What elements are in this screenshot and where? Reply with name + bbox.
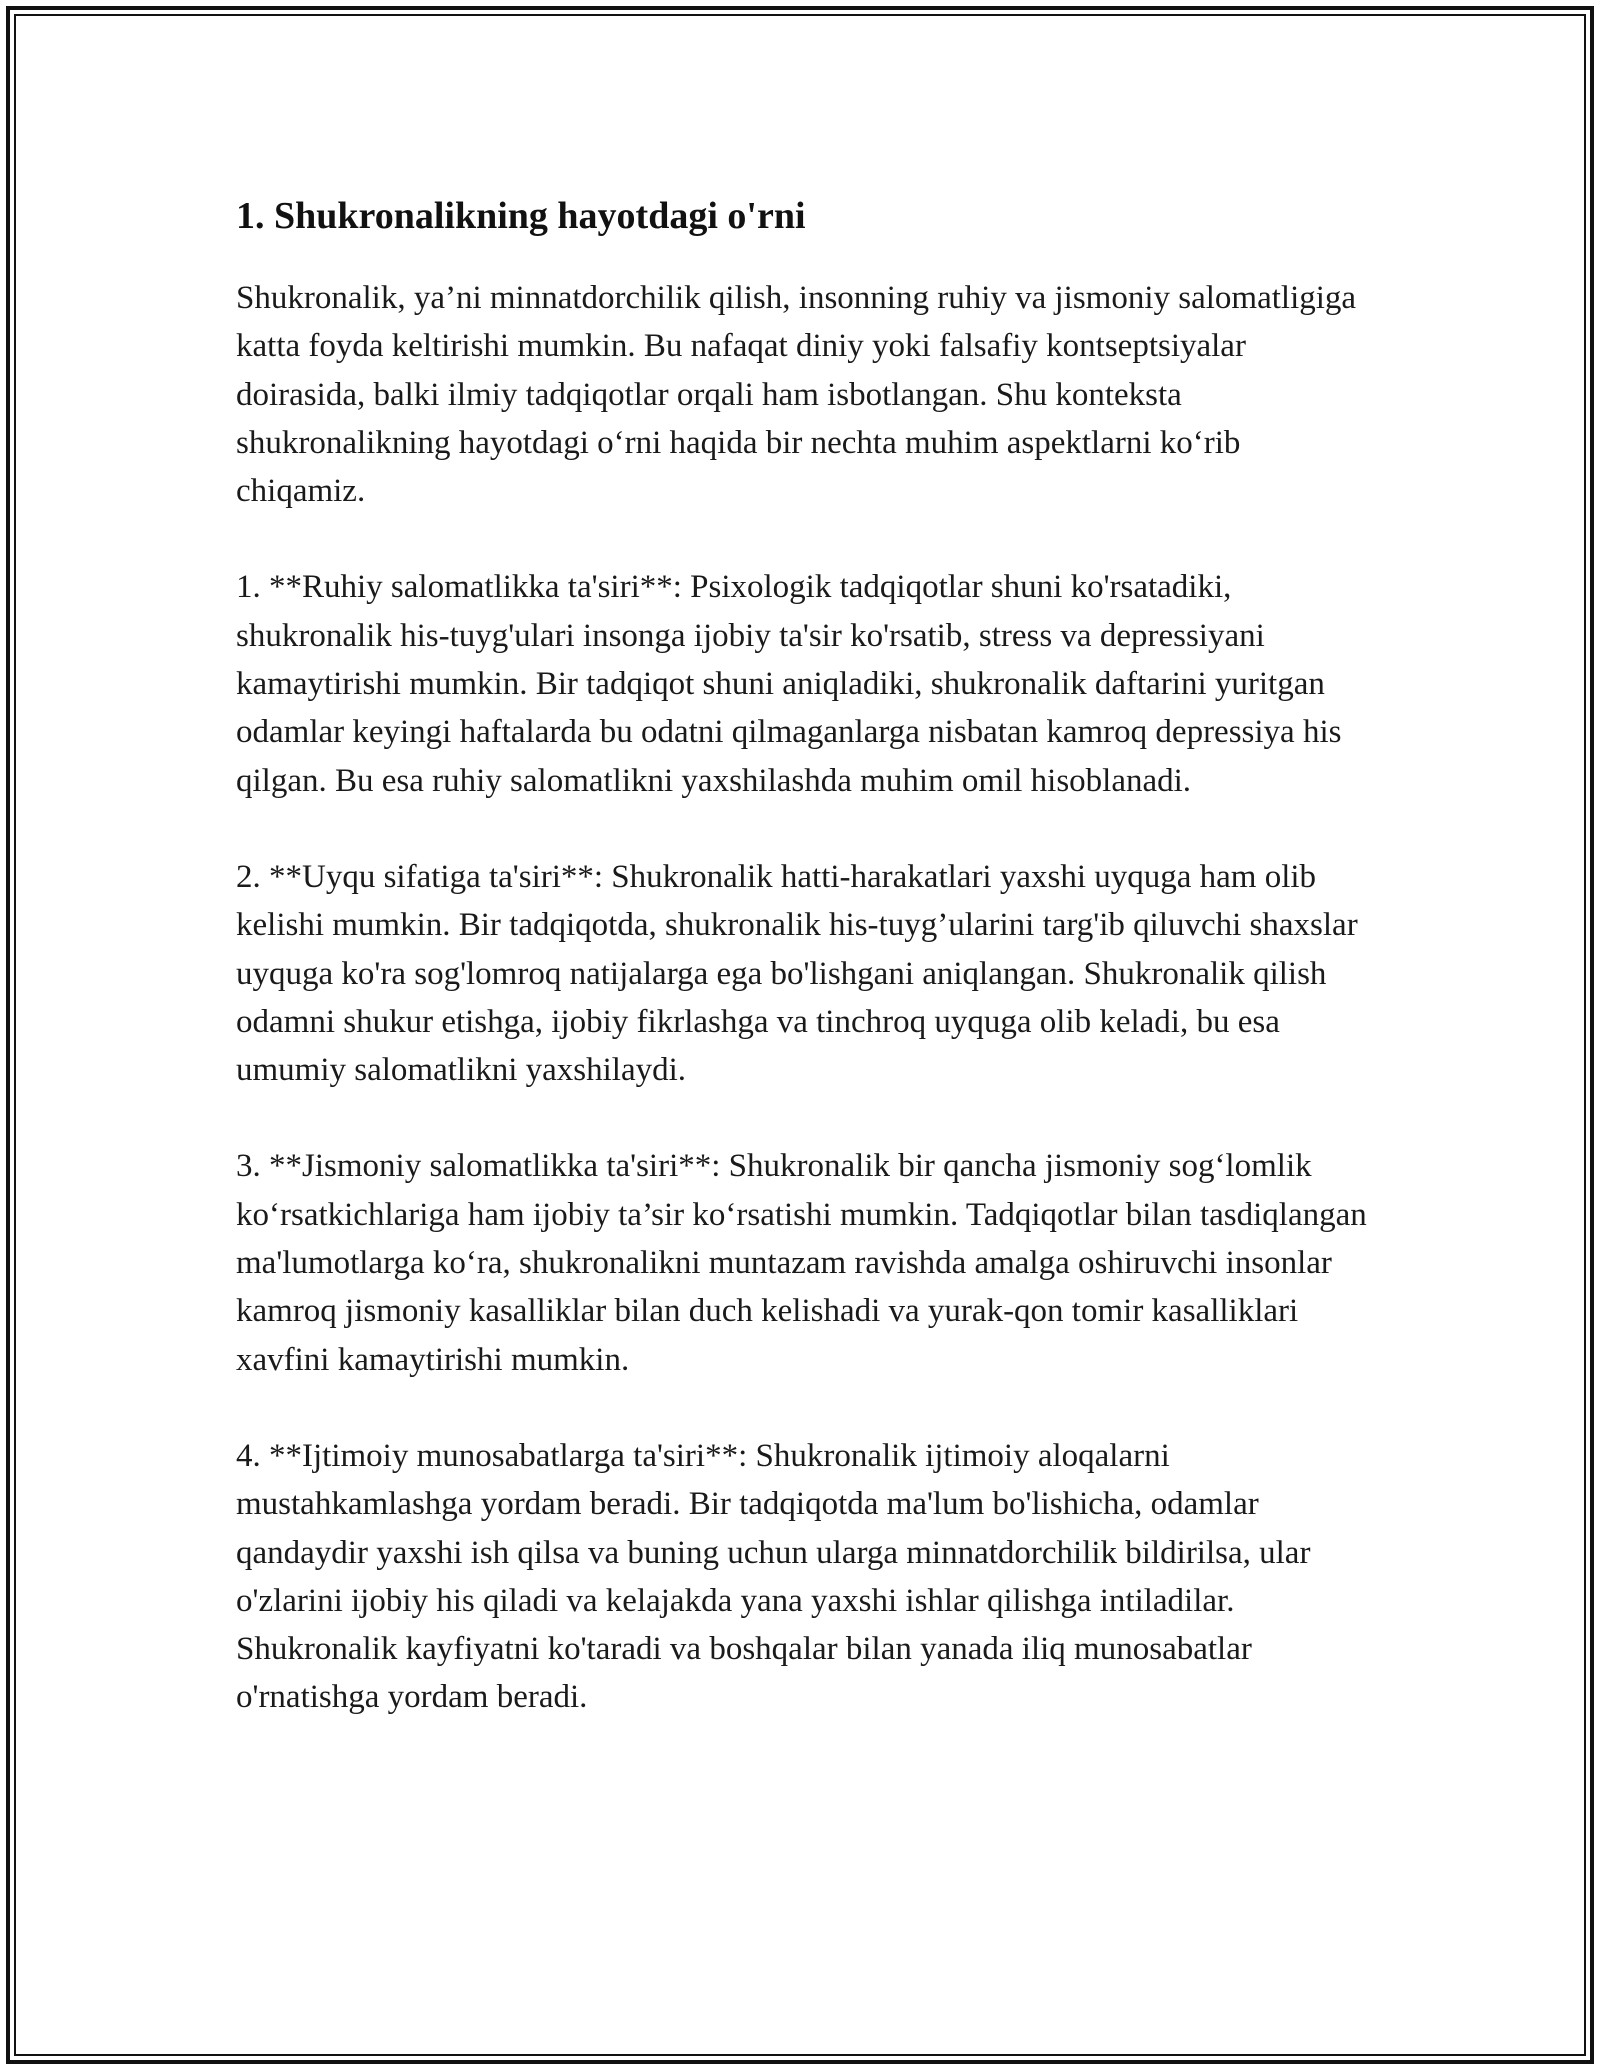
paragraph-social-relations: 4. **Ijtimoiy munosabatlarga ta'siri**: Shukronalik ijtimoiy aloqalarni mustahkamlashga yordam beradi. Bir tadqiqotda ma'lum bo'lishicha, odamlar qandaydir yaxshi ish qilsa va buning uchun ularga minnatdorchilik bildirilsa, ular o'zlarini ijobiy his qiladi va kelajakda yana yaxshi ishlar qilishga intiladilar. Shukronalik kayfiyatni ko'taradi va boshqalar bilan yanada iliq munosabatlar o'rnatishga yordam beradi. bbox=[236, 1437, 1311, 1716]
section-title: 1. Shukronalikning hayotdagi o'rni bbox=[236, 195, 806, 237]
intro-paragraph: Shukronalik, ya’ni minnatdorchilik qilish, insonning ruhiy va jismoniy salomatligiga katta foyda keltirishi mumkin. Bu nafaqat diniy yoki falsafiy kontseptsiyalar doirasida, balki ilmiy tadqiqotlar orqali ham isbotlangan. Shu konteksta shukronalikning hayotdagi o‘rni haqida bir nechta muhim aspektlarni ko‘rib chiqamiz. bbox=[236, 280, 1357, 510]
paragraph-sleep-quality: 2. **Uyqu sifatiga ta'siri**: Shukronalik hatti-harakatlari yaxshi uyquga ham olib kelishi mumkin. Bir tadqiqotda, shukronalik his-tuyg’ularini targ'ib qiluvchi shaxslar uyquga ko'ra sog'lomroq natijalarga ega bo'lishgani aniqlangan. Shukronalik qilish odamni shukur etishga, ijobiy fikrlashga va tinchroq uyquga olib keladi, bu esa umumiy salomatlikni yaxshilaydi. bbox=[236, 858, 1358, 1089]
paragraph-mental-health: 1. **Ruhiy salomatlikka ta'siri**: Psixologik tadqiqotlar shuni ko'rsatadiki, shukronalik his-tuyg'ulari insonga ijobiy ta'sir ko'rsatib, stress va depressiyani kamaytirishi mumkin. Bir tadqiqot shuni aniqladiki, shukronalik daftarini yuritgan odamlar keyingi haftalarda bu odatni qilmaganlarga nisbatan kamroq depressiya his qilgan. Bu esa ruhiy salomatlikni yaxshilashda muhim omil hisoblanadi. bbox=[236, 569, 1342, 799]
paragraph-physical-health: 3. **Jismoniy salomatlikka ta'siri**: Shukronalik bir qancha jismoniy sog‘lomlik ko‘rsatkichlariga ham ijobiy ta’sir ko‘rsatishi mumkin. Tadqiqotlar bilan tasdiqlangan ma'lumotlarga ko‘ra, shukronalikni muntazam ravishda amalga oshiruvchi insonlar kamroq jismoniy kasalliklar bilan duch kelishadi va yurak-qon tomir kasalliklari xavfini kamaytirishi mumkin. bbox=[236, 1148, 1367, 1378]
document-body bbox=[236, 186, 1376, 1770]
